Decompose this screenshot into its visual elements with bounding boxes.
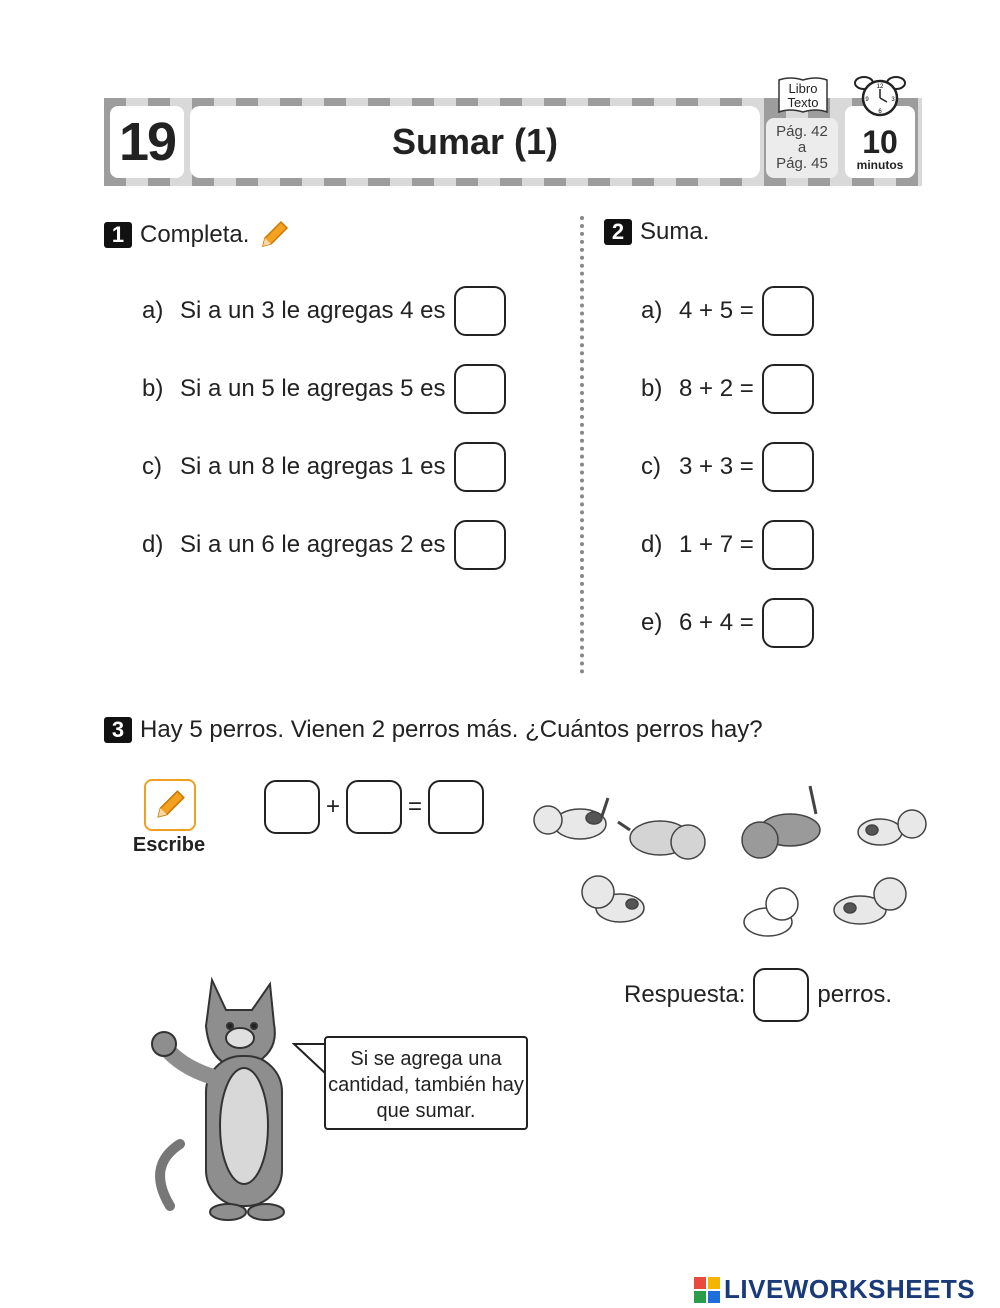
- dog-icon: [744, 888, 798, 936]
- item-label: e): [641, 609, 663, 636]
- item-text: 6 + 4 =: [679, 609, 754, 636]
- item-label: b): [641, 375, 663, 402]
- page-to: Pág. 45: [776, 155, 828, 172]
- clock-6: 6: [878, 109, 882, 115]
- equation-box[interactable]: [428, 780, 484, 834]
- item-label: b): [142, 375, 164, 402]
- cat-illustration: [140, 976, 310, 1228]
- footer-brand-text: LIVEWORKSHEETS: [724, 1274, 976, 1304]
- page-reference: [766, 118, 838, 178]
- answer-box[interactable]: [454, 442, 506, 492]
- section1-badge: 1: [104, 222, 132, 248]
- item-label: a): [142, 297, 164, 324]
- clock-12: 12: [876, 84, 884, 90]
- answer-label: Respuesta:: [624, 981, 746, 1008]
- answer-unit: perros.: [817, 981, 893, 1008]
- liveworksheets-logo-icon: [694, 1277, 720, 1303]
- dog-icon: [742, 786, 820, 858]
- clock-3: 3: [891, 97, 895, 103]
- clock-9: 9: [865, 97, 869, 103]
- minutes-value: 10: [862, 124, 898, 160]
- speech-tail: [292, 1040, 328, 1080]
- answer-box[interactable]: [454, 520, 506, 570]
- equation-row: [264, 780, 484, 834]
- pencil-icon: [152, 787, 188, 823]
- answer-row: [624, 968, 892, 1022]
- item-text: 1 + 7 =: [679, 531, 754, 558]
- dog-icon: [582, 876, 644, 922]
- section2-item: [641, 364, 814, 414]
- section1-title: Completa.: [140, 221, 250, 248]
- section3-heading: [104, 716, 763, 744]
- minutes-label: minutos: [856, 158, 904, 172]
- page-from: Pág. 42: [776, 123, 828, 140]
- answer-box[interactable]: [762, 598, 814, 648]
- answer-box[interactable]: [762, 442, 814, 492]
- section1-item: [142, 286, 506, 336]
- section1-heading: [104, 218, 291, 252]
- answer-box[interactable]: [762, 364, 814, 414]
- section1-item: [142, 442, 506, 492]
- dog-icon: [858, 810, 926, 845]
- dog-icon: [618, 821, 705, 859]
- section2-item: [641, 286, 814, 336]
- section2-item: [641, 520, 814, 570]
- section3-question: Hay 5 perros. Vienen 2 perros más. ¿Cuántos perros hay?: [140, 716, 763, 743]
- pencil-icon: [257, 218, 291, 252]
- section1-item: [142, 520, 506, 570]
- answer-box[interactable]: [753, 968, 809, 1022]
- page-title: Sumar (1): [190, 106, 760, 178]
- equation-box[interactable]: [264, 780, 320, 834]
- item-text: Si a un 8 le agregas 1 es: [180, 453, 446, 480]
- item-label: d): [641, 531, 663, 558]
- answer-box[interactable]: [762, 520, 814, 570]
- section3-badge: 3: [104, 717, 132, 743]
- footer-brand: [694, 1274, 975, 1305]
- item-label: c): [142, 453, 162, 480]
- item-label: c): [641, 453, 661, 480]
- dogs-illustration: [520, 780, 940, 950]
- section2-badge: 2: [604, 219, 632, 245]
- dotted-divider: [580, 216, 584, 674]
- dog-icon: [834, 878, 906, 924]
- answer-box[interactable]: [762, 286, 814, 336]
- item-label: d): [142, 531, 164, 558]
- answer-box[interactable]: [454, 286, 506, 336]
- section2-item: [641, 598, 814, 648]
- answer-box[interactable]: [454, 364, 506, 414]
- plus-sign: +: [326, 793, 341, 820]
- section2-title: Suma.: [640, 218, 710, 245]
- equation-box[interactable]: [346, 780, 402, 834]
- item-text: Si a un 3 le agregas 4 es: [180, 297, 446, 324]
- item-text: 3 + 3 =: [679, 453, 754, 480]
- item-text: 8 + 2 =: [679, 375, 754, 402]
- equals-sign: =: [408, 793, 423, 820]
- alarm-clock-icon: [850, 74, 910, 120]
- textbook-label: [776, 82, 830, 110]
- section1-item: [142, 364, 506, 414]
- write-icon-frame: [144, 779, 196, 831]
- item-text: Si a un 5 le agregas 5 es: [180, 375, 446, 402]
- lesson-number: 19: [110, 106, 184, 178]
- section2-heading: [604, 218, 709, 246]
- write-label: Escribe: [132, 834, 206, 856]
- texto-label: Texto: [787, 95, 819, 110]
- speech-bubble: Si se agrega una cantidad, también hay que sumar.: [324, 1036, 528, 1130]
- item-label: a): [641, 297, 663, 324]
- section2-item: [641, 442, 814, 492]
- libro-label: Libro: [788, 81, 818, 96]
- page-separator: a: [797, 139, 807, 156]
- dog-icon: [534, 798, 608, 839]
- item-text: Si a un 6 le agregas 2 es: [180, 531, 446, 558]
- item-text: 4 + 5 =: [679, 297, 754, 324]
